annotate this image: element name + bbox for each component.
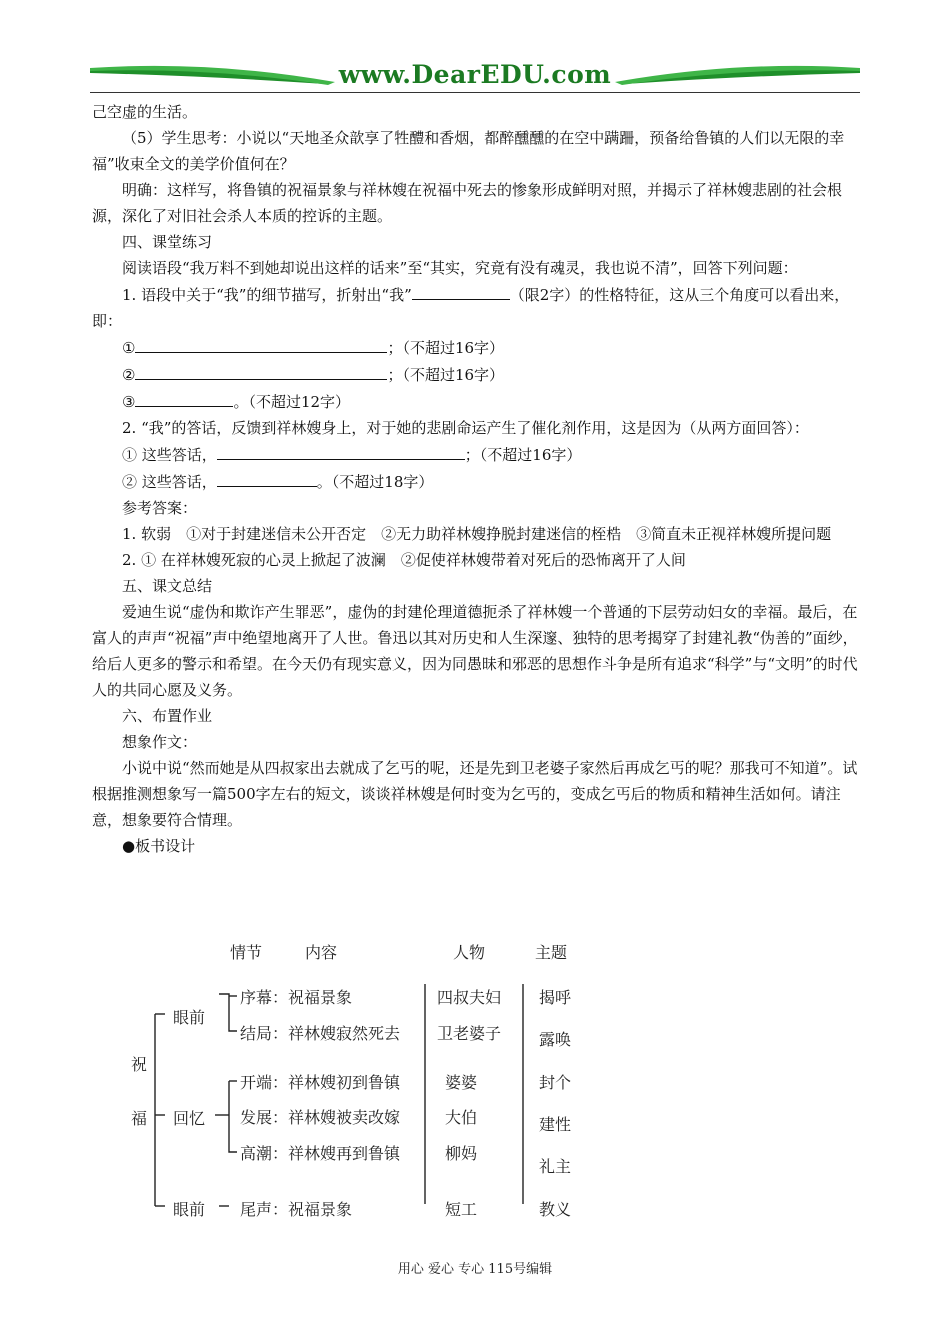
answer-2: 2. ① 在祥林嫂死寂的心灵上掀起了波澜 ②促使祥林嫂带着对死后的恐怖离开了人间 (122, 551, 686, 569)
paragraph-reading-prompt: 阅读语段“我万料不到她却说出这样的话来”至“其实，究竟有没有魂灵，我也说不清”，回答下列问题： (122, 259, 798, 277)
header-divider (90, 92, 860, 93)
header-theme: 主题 (535, 943, 568, 962)
paragraph-question-5: （5）学生思考：小说以“天地圣众歆享了牲醴和香烟，都醉醺醺的在空中蹒跚，预备给鲁镇的人们以无限的幸福”收束全文的美学价值何在？ (92, 129, 845, 173)
summary-text: 爱迪生说“虚伪和欺诈产生罪恶”，虚伪的封建伦理道德扼杀了祥林嫂一个普通的下层劳动妇女的幸福。最后，在富人的声声“祝福”声中绝望地离开了人世。鲁迅以其对历史和人生深邃、独特的思考揭穿了封建礼教“伪善的”面纱，给后人更多的警示和希望。在今天仍有现实意义，因为同愚昧和邪恶的思想作斗争是所有追求“科学”与“文明”的时代人的共同心愿及义务。 (92, 603, 858, 699)
page-footer: 用心 爱心 专心 115号编辑 (397, 1262, 553, 1277)
character-name: 大伯 (445, 1108, 478, 1127)
board-design-diagram (125, 934, 605, 1239)
exercise-question-1: 1. 语段中关于“我”的细节描写，折射出“我” （限2字）的性格特征，这从三个角度可以看出来，即： (92, 281, 860, 334)
answer-blank[interactable] (217, 441, 465, 460)
plot-row: 序幕：祝福景象 (240, 988, 353, 1007)
theme-text: 建性 (539, 1115, 572, 1134)
root-char: 福 (131, 1109, 148, 1128)
plot-row: 发展：祥林嫂被卖改嫁 (240, 1108, 401, 1127)
site-header (90, 58, 860, 94)
theme-text: 露唤 (539, 1030, 572, 1049)
answer-blank[interactable] (135, 388, 233, 407)
character-name: 短工 (445, 1200, 478, 1219)
plot-row: 结局：祥林嫂寂然死去 (240, 1024, 401, 1043)
answer-blank[interactable] (135, 334, 387, 353)
group-present: 眼前 (173, 1200, 206, 1219)
exercise-item: ② ；（不超过16字） (92, 361, 860, 388)
exercise-item: ① ；（不超过16字） (92, 334, 860, 361)
character-name: 婆婆 (445, 1073, 478, 1092)
answer-blank[interactable] (217, 468, 317, 487)
section-heading-homework: 六、布置作业 (122, 707, 213, 725)
group-flashback: 回忆 (173, 1109, 206, 1128)
theme-text: 教义 (539, 1200, 572, 1219)
group-present: 眼前 (173, 1008, 206, 1027)
exercise-question-2: 2. “我”的答话，反馈到祥林嫂身上，对于她的悲剧命运产生了催化剂作用，这是因为（从两方面回答）： (122, 419, 809, 437)
homework-subheading: 想象作文： (122, 733, 198, 751)
board-design-heading: ●板书设计 (122, 837, 196, 855)
answer-blank[interactable] (412, 281, 510, 300)
exercise-item: ② 这些答话， 。（不超过18字） (92, 468, 860, 495)
character-name: 卫老婆子 (437, 1024, 502, 1043)
character-name: 柳妈 (445, 1144, 478, 1163)
header-content: 内容 (305, 943, 338, 962)
plot-row: 高潮：祥林嫂再到鲁镇 (240, 1144, 401, 1163)
theme-text: 封个 (539, 1073, 572, 1092)
homework-text: 小说中说“然而她是从四叔家出去就成了乞丐的呢，还是先到卫老婆子家然后再成乞丐的呢？那我可不知道”。试根据推测想象写一篇500字左右的短文，谈谈祥林嫂是何时变为乞丐的，变成乞丐后的物质和精神生活如何。请注意，想象要符合情理。 (92, 759, 858, 829)
root-char: 祝 (131, 1055, 148, 1074)
document-body (92, 99, 860, 859)
exercise-item: ③ 。（不超过12字） (92, 388, 860, 415)
section-heading-summary: 五、课文总结 (122, 577, 213, 595)
exercise-item: ① 这些答话， ；（不超过16字） (92, 441, 860, 468)
plot-row: 开端：祥林嫂初到鲁镇 (240, 1073, 401, 1092)
header-plot: 情节 (230, 943, 263, 962)
section-heading-practice: 四、课堂练习 (122, 233, 213, 251)
character-name: 四叔夫妇 (437, 988, 502, 1007)
theme-text: 礼主 (539, 1157, 572, 1176)
header-characters: 人物 (453, 943, 486, 962)
answer-blank[interactable] (135, 361, 387, 380)
paragraph-continuation: 己空虚的生活。 (92, 103, 198, 121)
paragraph-clarification: 明确：这样写，将鲁镇的祝福景象与祥林嫂在祝福中死去的惨象形成鲜明对照，并揭示了祥林嫂悲剧的社会根源，深化了对旧社会杀人本质的控诉的主题。 (92, 181, 843, 225)
answers-heading: 参考答案： (122, 499, 198, 517)
plot-row: 尾声：祝福景象 (240, 1200, 353, 1219)
answer-1: 1. 软弱 ①对于封建迷信未公开否定 ②无力助祥林嫂挣脱封建迷信的桎梏 ③简直未正视祥林嫂所提问题 (122, 525, 832, 543)
theme-text: 揭呼 (539, 988, 572, 1007)
site-logo[interactable]: www.DearEDU.com (338, 60, 612, 89)
